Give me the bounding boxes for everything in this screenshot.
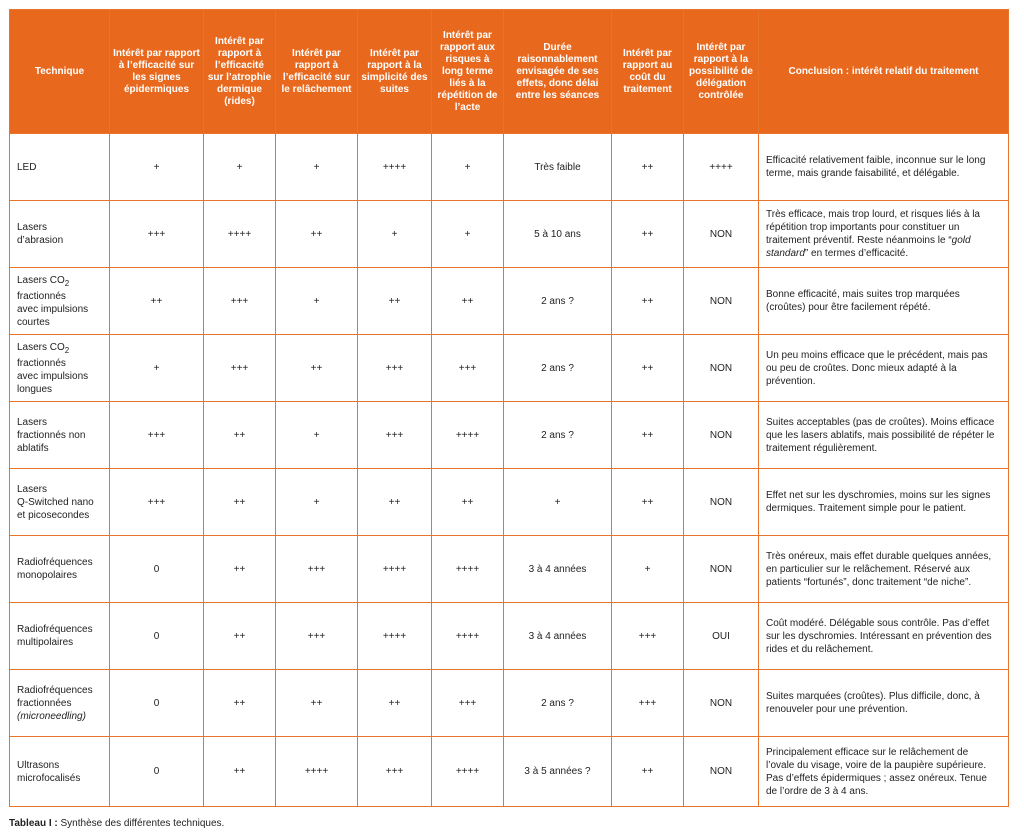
technique-line: fractionnés non	[17, 429, 86, 441]
conclusion-cell: Suites marquées (croûtes). Plus difficile, donc, à renouveler pour une prévention.	[759, 670, 1009, 737]
table-row	[10, 670, 1009, 737]
technique-cell	[10, 670, 110, 737]
header-technique: Technique	[10, 10, 110, 134]
value-cell: ++++	[204, 201, 276, 268]
value-cell: 0	[110, 603, 204, 670]
technique-cell	[10, 737, 110, 807]
technique-line: Lasers CO	[17, 341, 65, 353]
value-cell: +++	[432, 670, 504, 737]
table-row	[10, 603, 1009, 670]
value-cell: ++	[204, 670, 276, 737]
header-dermal-atrophy: Intérêt par rapport à l’efficacité sur l’atrophie dermique (rides)	[204, 10, 276, 134]
conclusion-cell: Un peu moins efficace que le précédent, mais pas ou peu de croûtes. Donc mieux adapté à la prévention.	[759, 335, 1009, 402]
technique-line: fractionnées	[17, 697, 72, 709]
header-cost: Intérêt par rapport au coût du traitement	[612, 10, 684, 134]
value-cell: ++	[358, 670, 432, 737]
technique-line: longues	[17, 383, 53, 395]
value-cell: +	[612, 536, 684, 603]
value-cell: ++	[612, 134, 684, 201]
value-cell: OUI	[684, 603, 759, 670]
technique-line: multipolaires	[17, 637, 74, 648]
value-cell: +	[276, 268, 358, 335]
value-cell: NON	[684, 335, 759, 402]
value-cell: +	[204, 134, 276, 201]
value-cell: ++	[432, 469, 504, 536]
value-cell: ++++	[358, 536, 432, 603]
value-cell: 2 ans ?	[504, 670, 612, 737]
technique-line: Lasers	[17, 416, 48, 428]
conclusion-cell: Efficacité relativement faible, inconnue sur le long terme, mais grande faisabilité, et délégable.	[759, 134, 1009, 201]
header-epidermal: Intérêt par rapport à l’efficacité sur les signes épidermiques	[110, 10, 204, 134]
technique-line: Q-Switched nano	[17, 496, 94, 508]
value-cell: +	[276, 134, 358, 201]
value-cell: +++	[276, 536, 358, 603]
technique-line: LED	[17, 161, 37, 173]
conclusion-part: ” en termes d’efficacité.	[804, 248, 909, 259]
header-row	[10, 10, 1009, 134]
conclusion-part: Très efficace, mais trop lourd, et risques liés à la répétition trop importants pour constituer un traitement préventif. Reste néanmoins le “	[766, 209, 980, 246]
value-cell: +	[110, 335, 204, 402]
conclusion-cell: Principalement efficace sur le relâchement de l’ovale du visage, voire de la paupière supérieure. Pas d’effets épidermiques ; assez onéreux. Tenue de l’ordre de 3 à 4 ans.	[759, 737, 1009, 807]
value-cell: +++	[612, 603, 684, 670]
conclusion-cell: Coût modéré. Délégable sous contrôle. Pas d’effet sur les dyschromies. Intéressant en prévention des rides et du relâchement.	[759, 603, 1009, 670]
value-cell: 0	[110, 536, 204, 603]
value-cell: ++++	[432, 603, 504, 670]
value-cell: NON	[684, 469, 759, 536]
value-cell: ++++	[432, 737, 504, 807]
value-cell: +++	[204, 268, 276, 335]
technique-line: ablatifs	[17, 442, 49, 454]
technique-line: Radiofréquences	[17, 624, 93, 635]
value-cell: ++	[276, 335, 358, 402]
header-duration: Durée raisonnablement envisagée de ses effets, donc délai entre les séances	[504, 10, 612, 134]
conclusion-cell: Effet net sur les dyschromies, moins sur les signes dermiques. Traitement simple pour le patient.	[759, 469, 1009, 536]
value-cell: ++++	[432, 402, 504, 469]
value-cell: ++	[612, 335, 684, 402]
value-cell: 3 à 4 années	[504, 536, 612, 603]
table-caption	[9, 818, 224, 829]
value-cell: +++	[358, 737, 432, 807]
header-conclusion: Conclusion : intérêt relatif du traitement	[759, 10, 1009, 134]
value-cell: +++	[110, 469, 204, 536]
value-cell: ++	[204, 402, 276, 469]
technique-line: fractionnés	[17, 290, 66, 302]
technique-line: Lasers	[17, 222, 48, 233]
value-cell: +	[276, 469, 358, 536]
value-cell: ++	[612, 737, 684, 807]
value-cell: ++	[204, 737, 276, 807]
value-cell: 0	[110, 737, 204, 807]
value-cell: 2 ans ?	[504, 335, 612, 402]
value-cell: +++	[276, 603, 358, 670]
value-cell: +	[432, 134, 504, 201]
value-cell: ++++	[358, 603, 432, 670]
conclusion-cell: Très onéreux, mais effet durable quelques années, en particulier sur le relâchement. Réservé aux patients “fortunés”, donc traitement “de niche”.	[759, 536, 1009, 603]
value-cell: +	[504, 469, 612, 536]
value-cell: 3 à 4 années	[504, 603, 612, 670]
technique-cell	[10, 268, 110, 335]
value-cell: ++++	[684, 134, 759, 201]
value-cell: ++++	[358, 134, 432, 201]
value-cell: ++	[358, 469, 432, 536]
header-recovery-simplicity: Intérêt par rapport à la simplicité des suites	[358, 10, 432, 134]
value-cell: NON	[684, 536, 759, 603]
value-cell: +++	[110, 402, 204, 469]
technique-line: (microneedling)	[17, 710, 86, 722]
value-cell: 2 ans ?	[504, 268, 612, 335]
technique-subscript: 2	[64, 345, 70, 355]
table-row	[10, 737, 1009, 807]
technique-cell	[10, 402, 110, 469]
technique-line: Lasers	[17, 483, 48, 495]
value-cell: 5 à 10 ans	[504, 201, 612, 268]
value-cell: ++	[204, 603, 276, 670]
value-cell: ++	[276, 670, 358, 737]
value-cell: ++	[358, 268, 432, 335]
technique-line: courtes	[17, 316, 50, 328]
value-cell: 0	[110, 670, 204, 737]
value-cell: ++	[432, 268, 504, 335]
value-cell: +	[432, 201, 504, 268]
technique-line: Radiofréquences	[17, 684, 93, 696]
technique-line: monopolaires	[17, 570, 78, 581]
value-cell: +++	[204, 335, 276, 402]
value-cell: ++	[204, 536, 276, 603]
value-cell: ++++	[432, 536, 504, 603]
technique-line: fractionnés	[17, 357, 66, 369]
value-cell: ++	[612, 469, 684, 536]
header-delegation: Intérêt par rapport à la possibilité de délégation contrôlée	[684, 10, 759, 134]
technique-cell	[10, 603, 110, 670]
value-cell: 2 ans ?	[504, 402, 612, 469]
value-cell: +	[276, 402, 358, 469]
value-cell: +++	[432, 335, 504, 402]
technique-cell	[10, 201, 110, 268]
value-cell: +++	[358, 402, 432, 469]
table-row	[10, 134, 1009, 201]
value-cell: NON	[684, 737, 759, 807]
technique-line: microfocalisés	[17, 772, 81, 784]
technique-line: Ultrasons	[17, 759, 60, 771]
synthesis-table	[9, 9, 1009, 807]
value-cell: NON	[684, 268, 759, 335]
value-cell: +	[110, 134, 204, 201]
table-row	[10, 536, 1009, 603]
value-cell: ++	[612, 201, 684, 268]
table-row	[10, 335, 1009, 402]
caption-text: Synthèse des différentes techniques.	[57, 818, 225, 829]
value-cell: NON	[684, 402, 759, 469]
value-cell: ++	[612, 268, 684, 335]
value-cell: ++	[110, 268, 204, 335]
technique-cell	[10, 134, 110, 201]
table-row	[10, 469, 1009, 536]
technique-line: avec impulsions	[17, 370, 89, 382]
value-cell: +	[358, 201, 432, 268]
technique-cell	[10, 469, 110, 536]
technique-line: et picosecondes	[17, 509, 90, 521]
table-row	[10, 201, 1009, 268]
value-cell: NON	[684, 670, 759, 737]
technique-cell	[10, 536, 110, 603]
technique-line: Lasers CO	[17, 274, 65, 286]
conclusion-cell: Suites acceptables (pas de croûtes). Moins efficace que les lasers ablatifs, mais possibilité de répéter le traitement régulièrement.	[759, 402, 1009, 469]
technique-cell	[10, 335, 110, 402]
table-row	[10, 268, 1009, 335]
conclusion-part: gold standard	[766, 235, 971, 259]
value-cell: ++++	[276, 737, 358, 807]
technique-line: d’abrasion	[17, 235, 64, 246]
conclusion-cell: Bonne efficacité, mais suites trop marquées (croûtes) pour être facilement répété.	[759, 268, 1009, 335]
caption-label: Tableau I :	[9, 818, 58, 829]
technique-subscript: 2	[64, 278, 70, 288]
value-cell: +++	[612, 670, 684, 737]
value-cell: ++	[612, 402, 684, 469]
value-cell: +++	[110, 201, 204, 268]
technique-line: Radiofréquences	[17, 557, 93, 568]
value-cell: ++	[204, 469, 276, 536]
value-cell: 3 à 5 années ?	[504, 737, 612, 807]
table-row	[10, 402, 1009, 469]
value-cell: NON	[684, 201, 759, 268]
conclusion-cell	[759, 201, 1009, 268]
value-cell: +++	[358, 335, 432, 402]
technique-line: avec impulsions	[17, 303, 89, 315]
value-cell: Très faible	[504, 134, 612, 201]
header-laxity: Intérêt par rapport à l’efficacité sur le relâchement	[276, 10, 358, 134]
header-long-term-risk: Intérêt par rapport aux risques à long terme liés à la répétition de l’acte	[432, 10, 504, 134]
value-cell: ++	[276, 201, 358, 268]
